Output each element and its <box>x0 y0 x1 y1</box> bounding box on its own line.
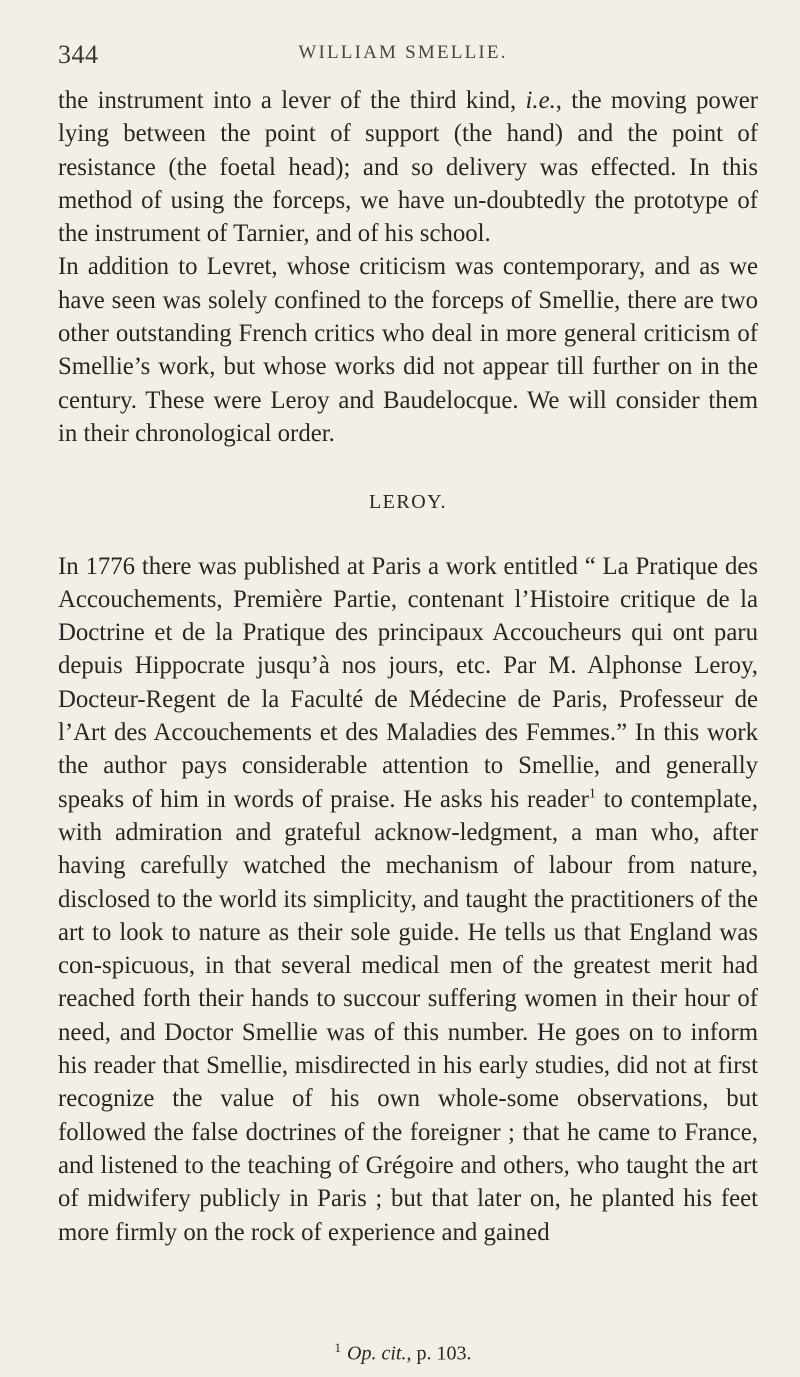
footnote-citation: Op. cit. <box>347 1342 407 1365</box>
footnote <box>58 1340 748 1366</box>
paragraph-2: In addition to Levret, whose criticism was contemporary, and as we have seen was solely confined to the forceps of Smellie, there are two other outstanding French critics who deal in more general criticism of Smellie’s work, but whose works did not appear till further on in the century. These were Leroy and Baudelocque. We will consider them in their chronological order. <box>58 253 758 447</box>
footnote-reference: 1 <box>588 786 596 802</box>
section-heading: LEROY. <box>368 491 448 514</box>
footnote-page: , p. 103. <box>406 1342 472 1365</box>
paragraph-3-start: In 1776 there was published at Paris a work entitled “ La Pratique des Accouchements, Première Partie, contenant l’Histoire critique de la Doctrine et de la Pratique des principaux Accoucheurs qui ont paru depuis Hippocrate jusqu’à nos jours, etc. Par M. Alphonse Leroy, Docteur-Regent de la Faculté de Médecine de Paris, Professeur de l’Art des Accouchements et des Maladies des Femmes.” In this work the author pays considerable attention to Smellie, and generally speaks of him in words of praise. He asks his reader <box>58 552 758 813</box>
paragraph-1-rest: , the moving power lying between the point of support (the hand) and the point of resistance (the foetal head); and so delivery was effected. In this method of using the forceps, we have un-doubtedly the prototype of the instrument of Tarnier, and of his school. <box>58 87 758 248</box>
paragraph-3 <box>58 550 758 1249</box>
running-head: WILLIAM SMELLIE. <box>298 42 508 63</box>
page-header <box>58 40 748 70</box>
paragraph-1-start: the instrument into a lever of the third kind, <box>58 87 526 114</box>
paragraph-1 <box>58 84 758 250</box>
footnote-mark: 1 <box>334 1340 342 1355</box>
body-text <box>58 84 758 1249</box>
ie-abbrev: i.e. <box>525 87 556 114</box>
paragraph-3-rest: to contemplate, with admiration and grateful acknow-ledgment, a man who, after having carefully watched the mechanism of labour from nature, disclosed to the world its simplicity, and taught the practitioners of the art to look to nature as their sole guide. He tells us that England was con-spicuous, in that several medical men of the greatest merit had reached forth their hands to succour suffering women in their hour of need, and Doctor Smellie was of this number. He goes on to inform his reader that Smellie, misdirected in his early studies, did not at first recognize the value of his own whole-some observations, but followed the false doctrines of the foreigner ; that he came to France, and listened to the teaching of Grégoire and others, who taught the art of midwifery publicly in Paris ; but that later on, he planted his feet more firmly on the rock of experience and gained <box>58 785 758 1246</box>
page-number: 344 <box>58 40 99 69</box>
